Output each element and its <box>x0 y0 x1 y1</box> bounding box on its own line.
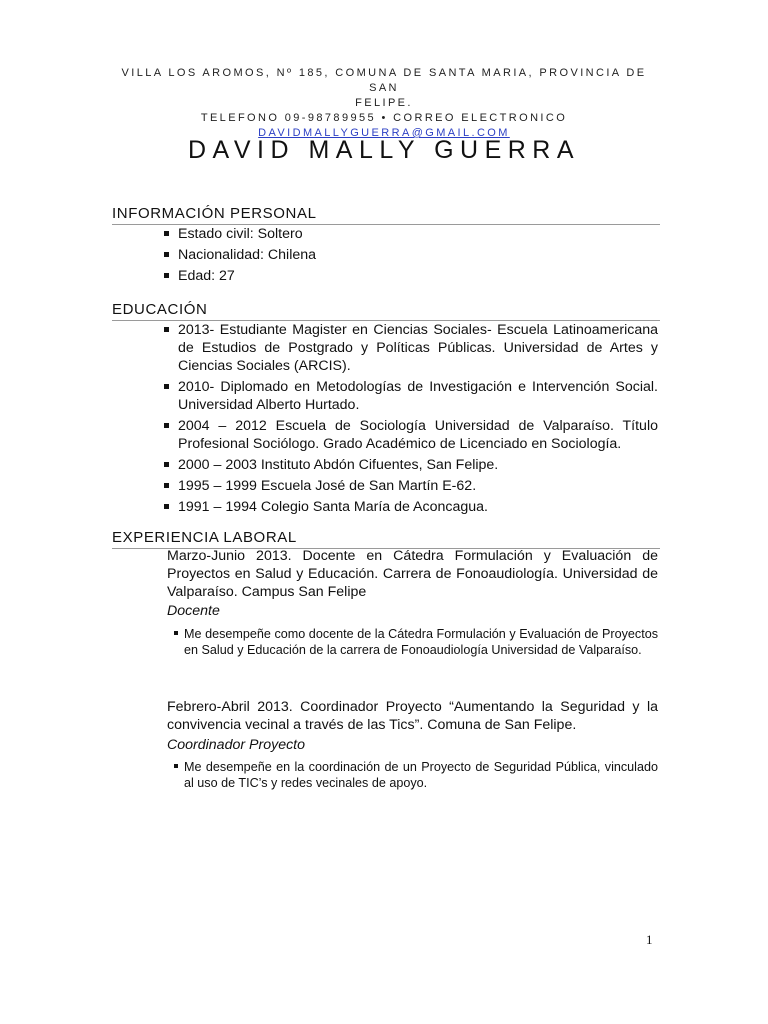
job-heading: Marzo-Junio 2013. Docente en Cátedra Formulación y Evaluación de Proyectos en Salud y Educación. Carrera de Fonoaudiología. Universidad de Valparaíso. Campus San Felipe <box>167 548 658 600</box>
job-duty: Me desempeñe en la coordinación de un Proyecto de Seguridad Pública, vinculado al uso de TIC’s y redes vecinales de apoyo. <box>174 759 658 791</box>
bullet-icon <box>164 273 169 278</box>
person-name: DAVID MALLY GUERRA <box>187 136 581 164</box>
list-item: 2010- Diplomado en Metodologías de Investigación e Intervención Social. Universidad Alberto Hurtado. <box>160 378 658 414</box>
job-role: Docente <box>167 603 220 619</box>
job-role: Coordinador Proyecto <box>167 737 306 753</box>
section-title-experience: EXPERIENCIA LABORAL <box>112 529 660 549</box>
address-line: VILLA LOS AROMOS, Nº 185, COMUNA DE SANTA MARIA, PROVINCIA DE SAN <box>121 67 647 94</box>
personal-list <box>160 225 658 288</box>
job-heading: Febrero-Abril 2013. Coordinador Proyecto “Aumentando la Seguridad y la convivencia vecinal a través de las Tics”. Comuna de San Felipe. <box>167 699 658 733</box>
bullet-icon <box>164 231 169 236</box>
section-title-personal: INFORMACIÓN PERSONAL <box>112 205 660 225</box>
email-link[interactable]: DAVIDMALLYGUERRA@GMAIL.COM <box>258 127 510 139</box>
bullet-icon <box>164 483 169 488</box>
bullet-icon <box>164 462 169 467</box>
bullet-icon <box>164 423 169 428</box>
job-duty: Me desempeñe como docente de la Cátedra Formulación y Evaluación de Proyectos en Salud y Educación de la carrera de Fonoaudiología Universidad de Valparaíso. <box>174 626 658 658</box>
list-item: 2004 – 2012 Escuela de Sociología Universidad de Valparaíso. Título Profesional Sociólogo. Grado Académico de Licenciado en Sociología. <box>160 417 658 453</box>
contact-header <box>110 66 658 141</box>
bullet-icon <box>164 252 169 257</box>
list-item: 2013- Estudiante Magister en Ciencias Sociales- Escuela Latinoamericana de Estudios de Postgrado y Políticas Públicas. Universidad de Artes y Ciencias Sociales (ARCIS). <box>160 321 658 375</box>
bullet-icon <box>174 631 178 635</box>
bullet-icon <box>164 384 169 389</box>
education-list <box>160 321 658 519</box>
bullet-icon <box>164 327 169 332</box>
bullet-icon <box>164 504 169 509</box>
address-line-continued: FELIPE. <box>355 97 413 109</box>
page-number: 1 <box>646 932 653 947</box>
section-title-education: EDUCACIÓN <box>112 301 660 321</box>
contact-line: TELEFONO 09-98789955 • CORREO ELECTRONICO <box>200 112 568 124</box>
list-item: 1995 – 1999 Escuela José de San Martín E-62. <box>160 477 658 495</box>
list-item: 1991 – 1994 Colegio Santa María de Aconcagua. <box>160 498 658 516</box>
list-item: 2000 – 2003 Instituto Abdón Cifuentes, San Felipe. <box>160 456 658 474</box>
list-item: Estado civil: Soltero <box>160 225 658 243</box>
list-item: Nacionalidad: Chilena <box>160 246 658 264</box>
bullet-icon <box>174 764 178 768</box>
list-item: Edad: 27 <box>160 267 658 285</box>
